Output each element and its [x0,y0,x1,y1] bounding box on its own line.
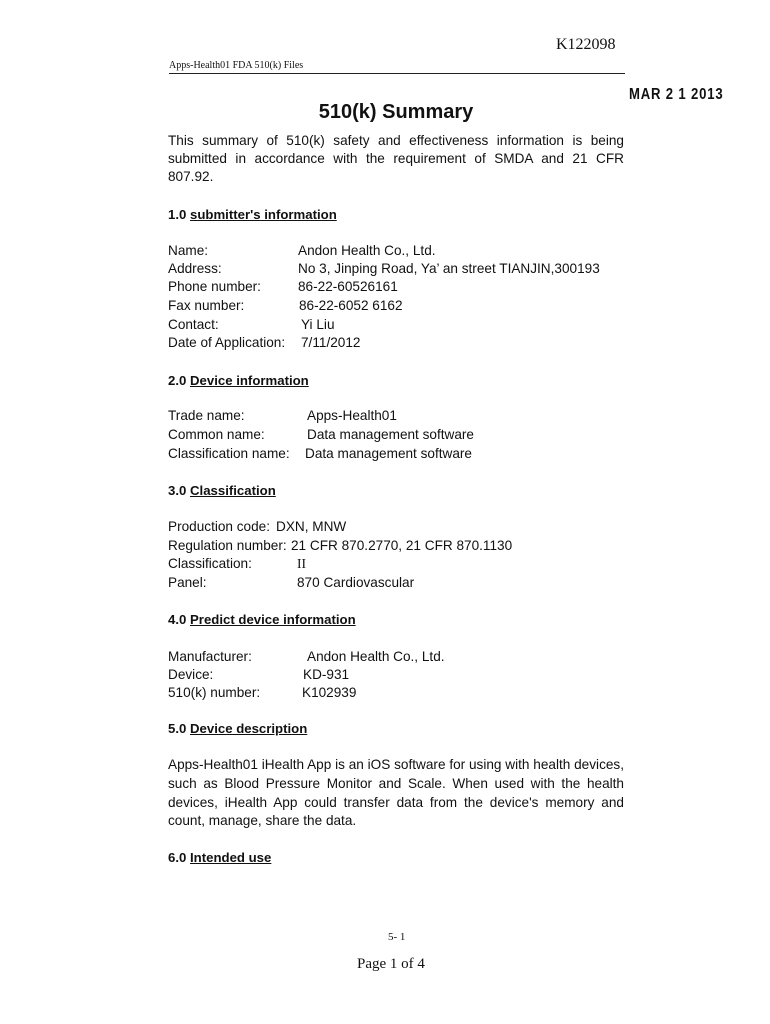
section-number: 6.0 [168,850,187,865]
field-label: Classification: [168,556,252,571]
field-value: 7/11/2012 [301,335,361,350]
field-value: 21 CFR 870.2770, 21 CFR 870.1130 [291,538,513,553]
section-number: 2.0 [168,373,187,388]
field-label: Panel: [168,575,207,590]
description-line: Apps-Health01 iHealth App is an iOS software for using with health devices, [168,757,624,772]
section-number: 4.0 [168,612,187,627]
section-number: 3.0 [168,483,187,498]
field-label: Address: [168,261,222,276]
field-value: Data management software [305,446,472,461]
section-number: 5.0 [168,721,187,736]
page-number: Page 1 of 4 [357,956,425,972]
field-label: Classification name: [168,446,290,461]
field-value: 86-22-6052 6162 [299,298,403,313]
section-heading-device [168,373,309,388]
field-value: Data management software [307,427,474,442]
description-line: devices, iHealth App could transfer data from the device's memory and [168,795,624,810]
field-label: Date of Application: [168,335,286,350]
field-label: Name: [168,243,209,258]
intro-line: submitted in accordance with the requirement of SMDA and 21 CFR [168,151,624,166]
section-title: submitter's information [190,207,337,222]
field-value: K102939 [302,685,357,700]
section-heading-predicate [168,612,356,627]
field-label: Device: [168,667,214,682]
field-label: Common name: [168,427,265,442]
section-heading-submitter [168,207,337,222]
intro-line: This summary of 510(k) safety and effectiveness information is being [168,133,624,148]
field-value: DXN, MNW [276,519,347,534]
field-value: 870 Cardiovascular [297,575,415,590]
field-label: Contact: [168,317,219,332]
field-value: II [297,556,307,571]
field-label: 510(k) number: [168,685,261,700]
field-label: Regulation number: [168,538,287,553]
field-value: Andon Health Co., Ltd. [307,649,445,664]
header-rule [169,73,625,74]
section-title: Classification [190,483,276,498]
field-value: Andon Health Co., Ltd. [298,243,436,258]
section-title: Intended use [190,850,272,865]
section-title: Device information [190,373,309,388]
field-label: Fax number: [168,298,245,313]
field-label: Production code: [168,519,271,534]
received-date-stamp: MAR 2 1 2013 [629,86,724,103]
description-line: such as Blood Pressure Monitor and Scale. When used with the health [168,776,624,791]
field-label: Trade name: [168,408,245,423]
field-value: Apps-Health01 [307,408,397,423]
section-title: Device description [190,721,308,736]
field-label: Manufacturer: [168,649,252,664]
section-heading-description [168,721,307,736]
section-page-number: 5- 1 [388,931,406,943]
field-value: No 3, Jinping Road, Ya’ an street TIANJIN,300193 [298,261,600,276]
section-title: Predict device information [190,612,356,627]
section-heading-classification [168,483,276,498]
running-header: Apps-Health01 FDA 510(k) Files [169,60,304,71]
field-label: Phone number: [168,279,261,294]
document-id: K122098 [556,36,616,53]
field-value: KD-931 [303,667,350,682]
field-value: Yi Liu [301,317,335,332]
page-title: 510(k) Summary [318,101,474,123]
section-heading-intended-use [168,850,271,865]
description-line: count, manage, share the data. [168,813,357,828]
intro-line: 807.92. [168,169,214,184]
field-value: 86-22-60526161 [298,279,398,294]
section-number: 1.0 [168,207,187,222]
